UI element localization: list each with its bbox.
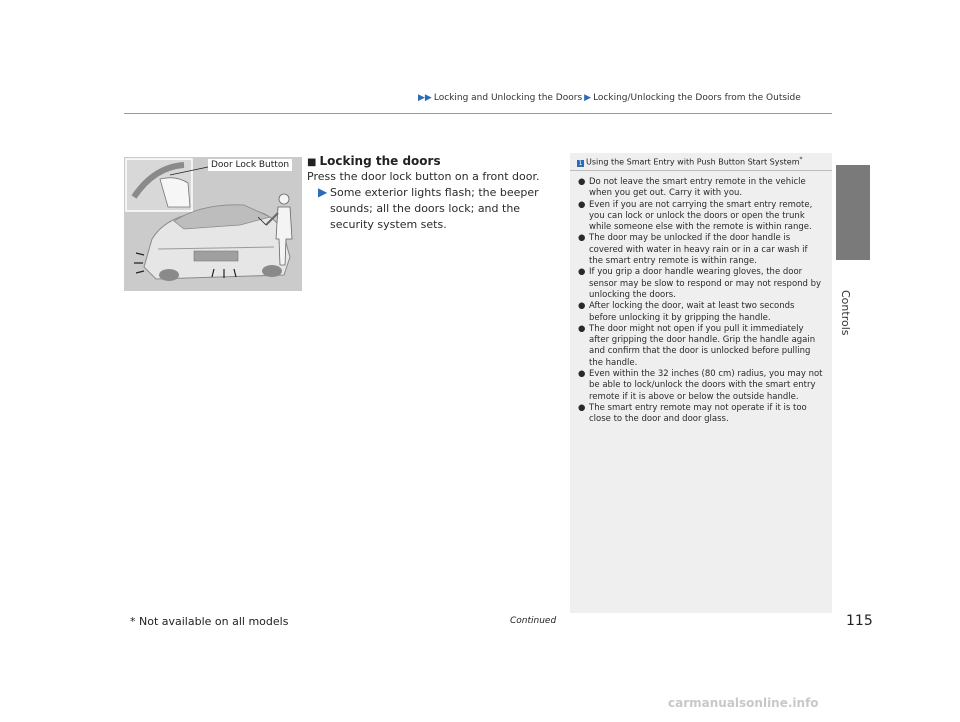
- list-item: ● Do not leave the smart entry remote in the vehicle when you get out. Carry it with you.: [578, 177, 806, 199]
- bullet-icon: ●: [578, 177, 586, 187]
- car-illustration: [124, 157, 302, 291]
- bullet-icon: ●: [578, 369, 586, 380]
- instruction-text: Press the door lock button on a front door.: [307, 170, 540, 183]
- note-title: [577, 156, 803, 167]
- bullet-icon: ●: [578, 233, 586, 244]
- reference-icon: 1: [578, 159, 583, 167]
- breadcrumb: [418, 93, 801, 103]
- footnote: * Not available on all models: [130, 615, 289, 628]
- list-item: ● Even within the 32 inches (80 cm) radius, you may not be able to lock/unlock the doors with the smart entry remote if it is above or below the outside handle.: [578, 369, 823, 402]
- page-number: 115: [846, 613, 873, 629]
- note-list: [578, 177, 824, 426]
- chapter-tab: [836, 165, 870, 260]
- section-heading-text: Locking the doors: [319, 154, 441, 168]
- note-title-text: Using the Smart Entry with Push Button Start System: [586, 157, 800, 167]
- chapter-tab-label: Controls: [839, 290, 852, 336]
- list-item: ● After locking the door, wait at least two seconds before unlocking it by gripping the handle.: [578, 301, 795, 323]
- list-item: ● The door might not open if you pull it immediately after gripping the door handle. Grip the handle again and confirm that the door is unlocked before pulling the handle.: [578, 323, 816, 368]
- section-heading: [307, 154, 441, 168]
- continued-label: Continued: [510, 616, 557, 626]
- door-lock-button-callout: Door Lock Button: [208, 159, 292, 171]
- bullet-icon: ●: [578, 199, 586, 210]
- bullet-icon: ●: [578, 402, 586, 413]
- bullet-icon: ●: [578, 267, 586, 278]
- breadcrumb-item-from-outside: Locking/Unlocking the Doors from the Outside: [593, 93, 801, 103]
- list-item: ● The door may be unlocked if the door handle is covered with water in heavy rain or in a car wash if the smart entry remote is within range.: [578, 233, 808, 267]
- note-title-mark: *: [799, 156, 803, 163]
- door-lock-illustration: [124, 157, 302, 291]
- bullet-icon: ●: [578, 301, 586, 312]
- watermark: carmanualsonline.info: [668, 696, 819, 710]
- arrow-icon: ▶: [584, 93, 592, 103]
- square-bullet-icon: ■: [307, 157, 317, 168]
- list-item: ● Even if you are not carrying the smart entry remote, you can lock or unlock the doors or open the trunk while someone else with the remote is within range.: [578, 199, 813, 233]
- result-text: Some exterior lights flash; the beeper sounds; all the doors lock; and the security system sets.: [330, 186, 539, 231]
- bullet-icon: ●: [578, 323, 586, 334]
- result-arrow-icon: ▶: [318, 185, 328, 199]
- list-item: ● If you grip a door handle wearing gloves, the door sensor may be slow to respond or may not respond by unlocking the doors.: [578, 267, 822, 300]
- list-item: ● The smart entry remote may not operate if it is too close to the door and door glass.: [578, 402, 807, 425]
- double-arrow-icon: ▶▶: [418, 93, 432, 103]
- breadcrumb-item-locking-unlocking: Locking and Unlocking the Doors: [433, 93, 583, 103]
- header-divider: [124, 113, 832, 114]
